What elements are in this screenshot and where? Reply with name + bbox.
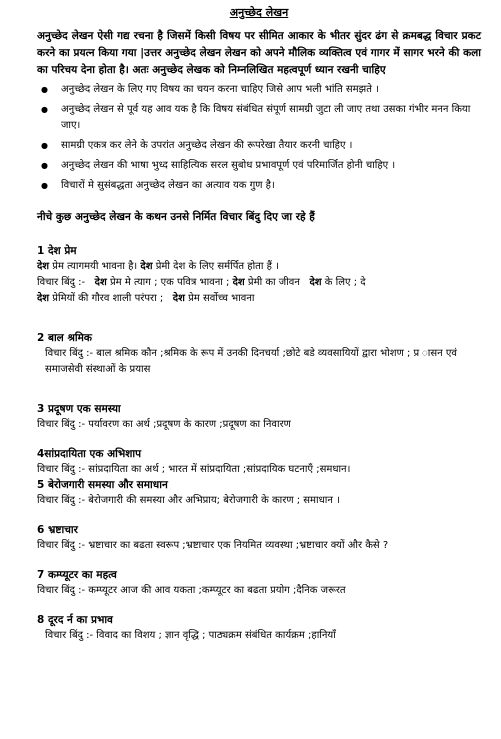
statement-text: प्रेमी देश के लिए सर्मर्पित होता हैं । <box>152 261 279 272</box>
section-points-desh-prem <box>37 275 481 307</box>
points-label: विचार बिंदु :- <box>37 277 86 288</box>
points-text: प्रेम सर्वोच्च भावना <box>184 293 255 304</box>
section-statement-desh-prem <box>37 259 481 275</box>
points-text: के लिए ; दे <box>321 277 366 288</box>
section-heading-computer: 7 कम्प्यूटर का महत्व <box>37 569 117 581</box>
bold-word: देश <box>37 293 50 304</box>
points-text: प्रेम मे त्याग ; एक पवित्र भावना ; <box>106 277 230 288</box>
section-points-sampradayikta: विचार बिंदु :- सांप्रदायिता का अर्थ ; भारत में सांप्रदायिता ;सांप्रदायिक घटनाएँ ;समधान। <box>37 464 351 475</box>
section-heading-sampradayikta: 4सांप्रदायिता एक अभिशाप <box>37 448 142 460</box>
bold-word: देश <box>37 261 50 272</box>
list-item: ● विचारों मे सुसंबद्धता अनुच्छेद लेखन का अत्याव यक गुण है। <box>53 178 481 194</box>
points-text: प्रेमी का जीवन <box>244 277 300 288</box>
bold-word: देश <box>309 277 322 288</box>
bold-word: देश <box>94 277 107 288</box>
bold-word: देश <box>232 277 245 288</box>
intro-paragraph: अनुच्छेद लेखन ऐसी गद्य रचना है जिसमें किसी विषय पर सीमित आकार के भीतर सुंदर ढंग से क्रमबद्ध विचार प्रकट करने का प्रयत्न किया गया |उत्तर अनुच्छेद लेखन लेखन को अपने मौलिक व्यक्तित्व एवं गागर में सागर भरने की कला का परिचय देना होता है। अतः अनुच्छेद लेखक को निम्नलिखित महत्वपूर्ण ध्यान रखनी चाहिए <box>37 30 481 76</box>
section-points-bhrashtachar: विचार बिंदु :- भ्रष्टाचार का बढता स्वरूप ;भ्रष्टाचार एक नियमित व्यवस्था ;भ्रष्टाचार क्यों और कैसे ? <box>37 540 389 551</box>
bold-word: देश <box>140 261 153 272</box>
list-item: ● अनुच्छेद लेखन के लिए गए विषय का चयन करना चाहिए जिसे आप भली भांति समझते । <box>53 82 481 98</box>
section-points-berojgari: विचार बिंदु :- बेरोजगारी की समस्या और अभिप्राय; बेरोजगारी के कारण ; समाधान । <box>37 495 340 506</box>
list-item: ● सामग्री एकत्र कर लेने के उपरांत अनुच्छेद लेखन की रूपरेखा तैयार करनी चाहिए । <box>53 138 481 154</box>
list-item: ● अनुच्छेद लेखन से पूर्व यह आव यक है कि विषय संबंधित संपूर्ण सामग्री जुटा ली जाए तथा उसका गंभीर मनन किया जाए। <box>53 102 481 134</box>
section-heading-doordarshan: 8 दूरद र्न का प्रभाव <box>37 614 113 626</box>
section-points-doordarshan: विचार बिंदु :- विवाद का विशय ; ज्ञान वृद्धि ; पाठ्यक्रम संबंधित कार्यक्रम ;हानियाँ <box>45 630 336 641</box>
section-heading-bal-shramik: 2 बाल श्रमिक <box>37 332 92 344</box>
section-heading-berojgari: 5 बेरोजगारी समस्या और समाधान <box>37 479 168 491</box>
section-heading-bhrashtachar: 6 भ्रष्टाचार <box>37 524 78 536</box>
list-item: ● अनुच्छेद लेखन की भाषा भुध्द साहित्यिक सरल सुबोध प्रभावपूर्ण एवं परिमार्जित होनी चाहिए । <box>53 158 481 174</box>
section-points-computer: विचार बिंदु :- कम्प्यूटर आज की आव यकता ;कम्प्यूटर का बढता प्रयोग ;दैनिक जरूरत <box>37 585 346 596</box>
section-points-bal-shramik: विचार बिंदु :- बाल श्रमिक कौन ;श्रमिक के रूप में उनकी दिनचर्या ;छोटे बडे व्यवसायियों द्वारा भोशण ; प्र ासन एवं समाजसेवी संस्थाओं के प्रयास <box>45 348 457 375</box>
bold-word: देश <box>172 293 185 304</box>
examples-lead: नीचे कुछ अनुच्छेद लेखन के कथन उनसे निर्मित विचार बिंदु दिए जा रहे हैं <box>37 211 315 223</box>
points-text: प्रेमियों की गौरव शाली परंपरा ; <box>49 293 164 304</box>
guidelines-list <box>37 82 481 194</box>
section-heading-pradushan: 3 प्रदूषण एक समस्या <box>37 403 121 415</box>
statement-text: प्रेम त्यागमयी भावना है। <box>49 261 138 272</box>
section-points-pradushan: विचार बिंदु :- पर्यावरण का अर्थ ;प्रदूषण के कारण ;प्रदूषण का निवारण <box>37 419 291 430</box>
document-title: अनुच्छेद लेखन <box>229 6 289 19</box>
section-heading-desh-prem: 1 देश प्रेम <box>37 245 77 257</box>
